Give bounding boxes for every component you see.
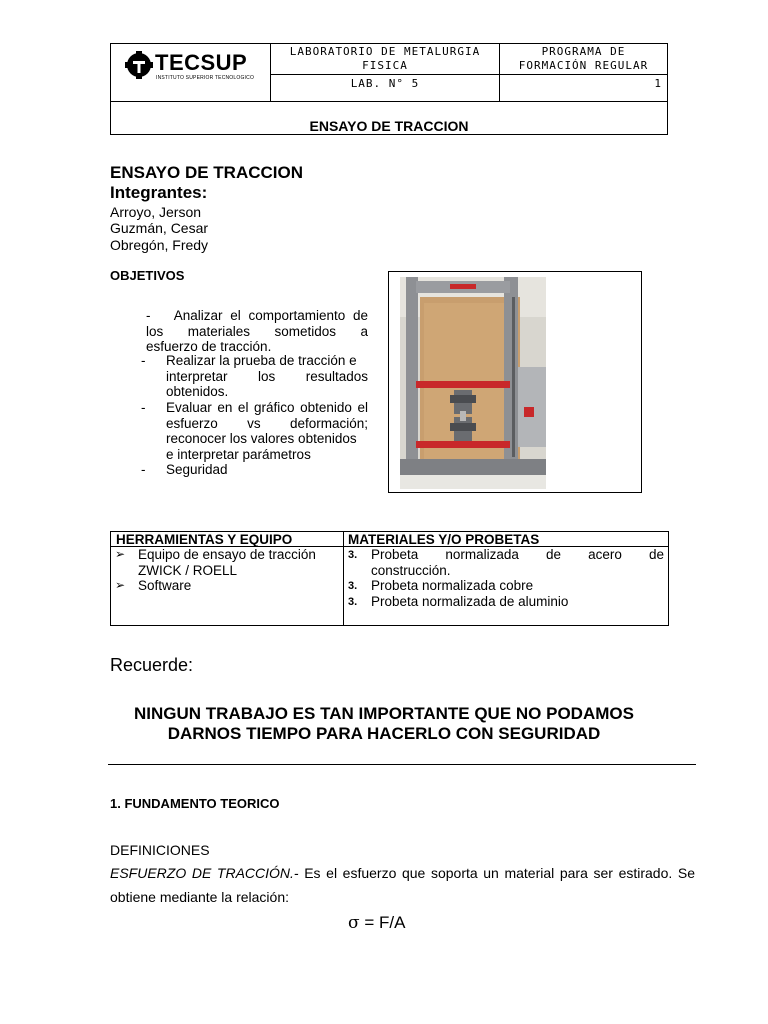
tools-materials-table <box>110 531 669 626</box>
document-title: ENSAYO DE TRACCION <box>110 163 304 182</box>
safety-slogan-line: NINGUN TRABAJO ES TAN IMPORTANTE QUE NO PODAMOS <box>134 704 634 723</box>
tecsup-logo <box>119 48 269 96</box>
materials-header: MATERIALES Y/O PROBETAS <box>348 532 540 547</box>
objective-item: - Evaluar en el gráfico obtenido el esfuerzo vs deformación; reconocer los valores obtenidos e interpretar parámetros <box>141 400 368 462</box>
members-heading: Integrantes: <box>110 183 208 202</box>
page-number: 1 <box>654 77 661 90</box>
header-table <box>110 43 668 135</box>
objective-item: - Realizar la prueba de tracción e interpretar los resultados obtenidos. <box>141 353 368 399</box>
reminder-label: Recuerde: <box>110 655 194 675</box>
banner-title: ENSAYO DE TRACCION <box>309 118 469 134</box>
safety-slogan-line: DARNOS TIEMPO PARA HACERLO CON SEGURIDAD <box>167 724 601 743</box>
tools-header: HERRAMIENTAS Y EQUIPO <box>116 532 293 547</box>
program-name: PROGRAMA DE FORMACIÓN REGULAR <box>518 45 649 72</box>
section-heading: 1. FUNDAMENTO TEORICO <box>110 796 280 811</box>
lab-name: LABORATORIO DE METALURGIA FISICA <box>289 45 481 72</box>
objective-item: - Analizar el comportamiento de los materiales sometidos a esfuerzo de tracción. <box>146 308 368 354</box>
material-item: 3. Probeta normalizada de acero de construcción. <box>348 547 664 578</box>
tool-item: ➢ Equipo de ensayo de tracción ZWICK / ROELL <box>115 547 316 578</box>
definitions-label: DEFINICIONES <box>110 842 210 858</box>
definition-paragraph: ESFUERZO DE TRACCIÓN.- Es el esfuerzo que soporta un material para ser estirado. Se obtiene mediante la relación: <box>110 865 695 905</box>
logo-subtext: INSTITUTO SUPERIOR TECNOLOGICO <box>156 75 255 81</box>
lab-number: LAB. N° 5 <box>350 77 420 90</box>
material-item: 3. Probeta normalizada cobre <box>348 578 534 593</box>
divider <box>108 764 696 765</box>
material-item: 3. Probeta normalizada de aluminio <box>348 594 569 609</box>
logo-text: TECSUP <box>155 50 248 75</box>
objective-item: - Seguridad <box>141 462 228 477</box>
stress-formula: σ = F/A <box>348 913 406 933</box>
tool-item: ➢ Software <box>115 578 192 593</box>
objectives-heading: OBJETIVOS <box>110 268 185 283</box>
member-name: Obregón, Fredy <box>110 237 209 253</box>
member-name: Arroyo, Jerson <box>110 204 202 220</box>
definition-term: ESFUERZO DE TRACCIÓN.- <box>110 865 299 881</box>
tensile-machine-photo <box>400 277 546 489</box>
photo-frame <box>388 271 642 493</box>
member-name: Guzmán, Cesar <box>110 220 209 236</box>
